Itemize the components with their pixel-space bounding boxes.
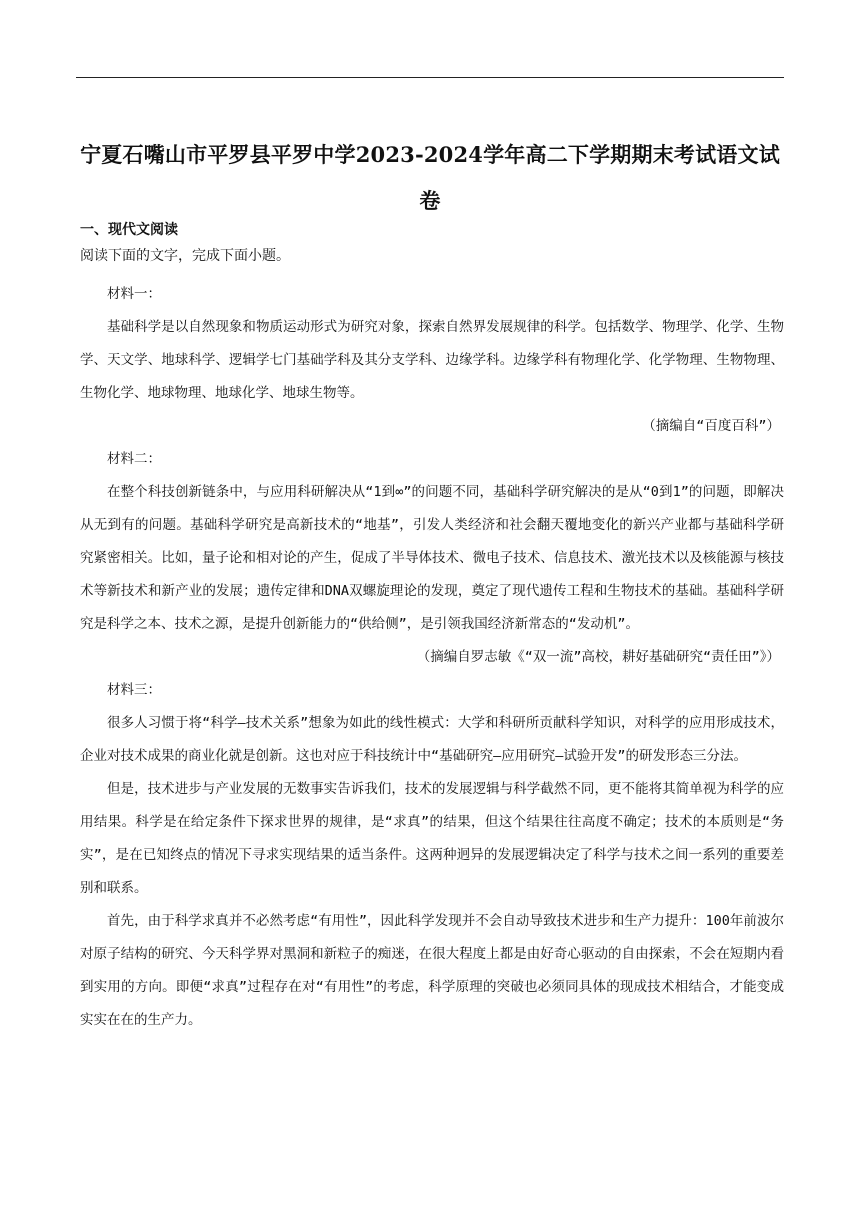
material3-paragraph-3: 首先，由于科学求真并不必然考虑“有用性”，因此科学发现并不会自动导致技术进步和生产力提升：100年前波尔对原子结构的研究、今天科学界对黑洞和新粒子的痴迷，在很大程度上都是由好奇心驱动的自由探索，不会在短期内看到实用的方向。即便“求真”过程存在对“有用性”的考虑，科学原理的突破也必须同具体的现成技术相结合，才能变成实实在在的生产力。 [80, 913, 784, 1028]
document-title: 宁夏石嘴山市平罗县平罗中学2023-2024学年高二下学期期末考试语文试卷 [80, 142, 780, 213]
material2-source: （摘编自罗志敏《“双一流”高校，耕好基础研究“责任田”》） [416, 649, 780, 665]
material2-label: 材料二： [107, 451, 161, 467]
material1-source: （摘编自“百度百科”） [642, 418, 780, 434]
reading-body [80, 278, 784, 1037]
material3-paragraph-1: 很多人习惯于将“科学—技术关系”想象为如此的线性模式：大学和科研所贡献科学知识，对科学的应用形成技术，企业对技术成果的商业化就是创新。这也对应于科技统计中“基础研究—应用研究—试验开发”的研发形态三分法。 [80, 715, 784, 764]
material2-paragraph: 在整个科技创新链条中，与应用科研解决从“1到∞”的问题不同，基础科学研究解决的是从“0到1”的问题，即解决从无到有的问题。基础科学研究是高新技术的“地基”，引发人类经济和社会翻天覆地变化的新兴产业都与基础科学研究紧密相关。比如，量子论和相对论的产生，促成了半导体技术、微电子技术、信息技术、激光技术以及核能源与核技术等新技术和新产业的发展；遗传定律和DNA双螺旋理论的发现，奠定了现代遗传工程和生物技术的基础。基础科学研究是科学之本、技术之源，是提升创新能力的“供给侧”，是引领我国经济新常态的“发动机”。 [80, 484, 784, 632]
material1-paragraph: 基础科学是以自然现象和物质运动形式为研究对象，探索自然界发展规律的科学。包括数学、物理学、化学、生物学、天文学、地球科学、逻辑学七门基础学科及其分支学科、边缘学科。边缘学科有物理化学、化学物理、生物物理、生物化学、地球物理、地球化学、地球生物等。 [80, 319, 784, 401]
material3-paragraph-2: 但是，技术进步与产业发展的无数事实告诉我们，技术的发展逻辑与科学截然不同，更不能将其简单视为科学的应用结果。科学是在给定条件下探求世界的规律，是“求真”的结果，但这个结果往往高度不确定；技术的本质则是“务实”，是在已知终点的情况下寻求实现结果的适当条件。这两种迥异的发展逻辑决定了科学与技术之间一系列的重要差别和联系。 [80, 781, 784, 896]
material1-label: 材料一： [107, 286, 161, 302]
section-heading: 一、现代文阅读 [80, 222, 178, 238]
reading-instruction: 阅读下面的文字，完成下面小题。 [80, 248, 290, 264]
header-rule [76, 77, 784, 78]
material3-label: 材料三： [107, 682, 161, 698]
